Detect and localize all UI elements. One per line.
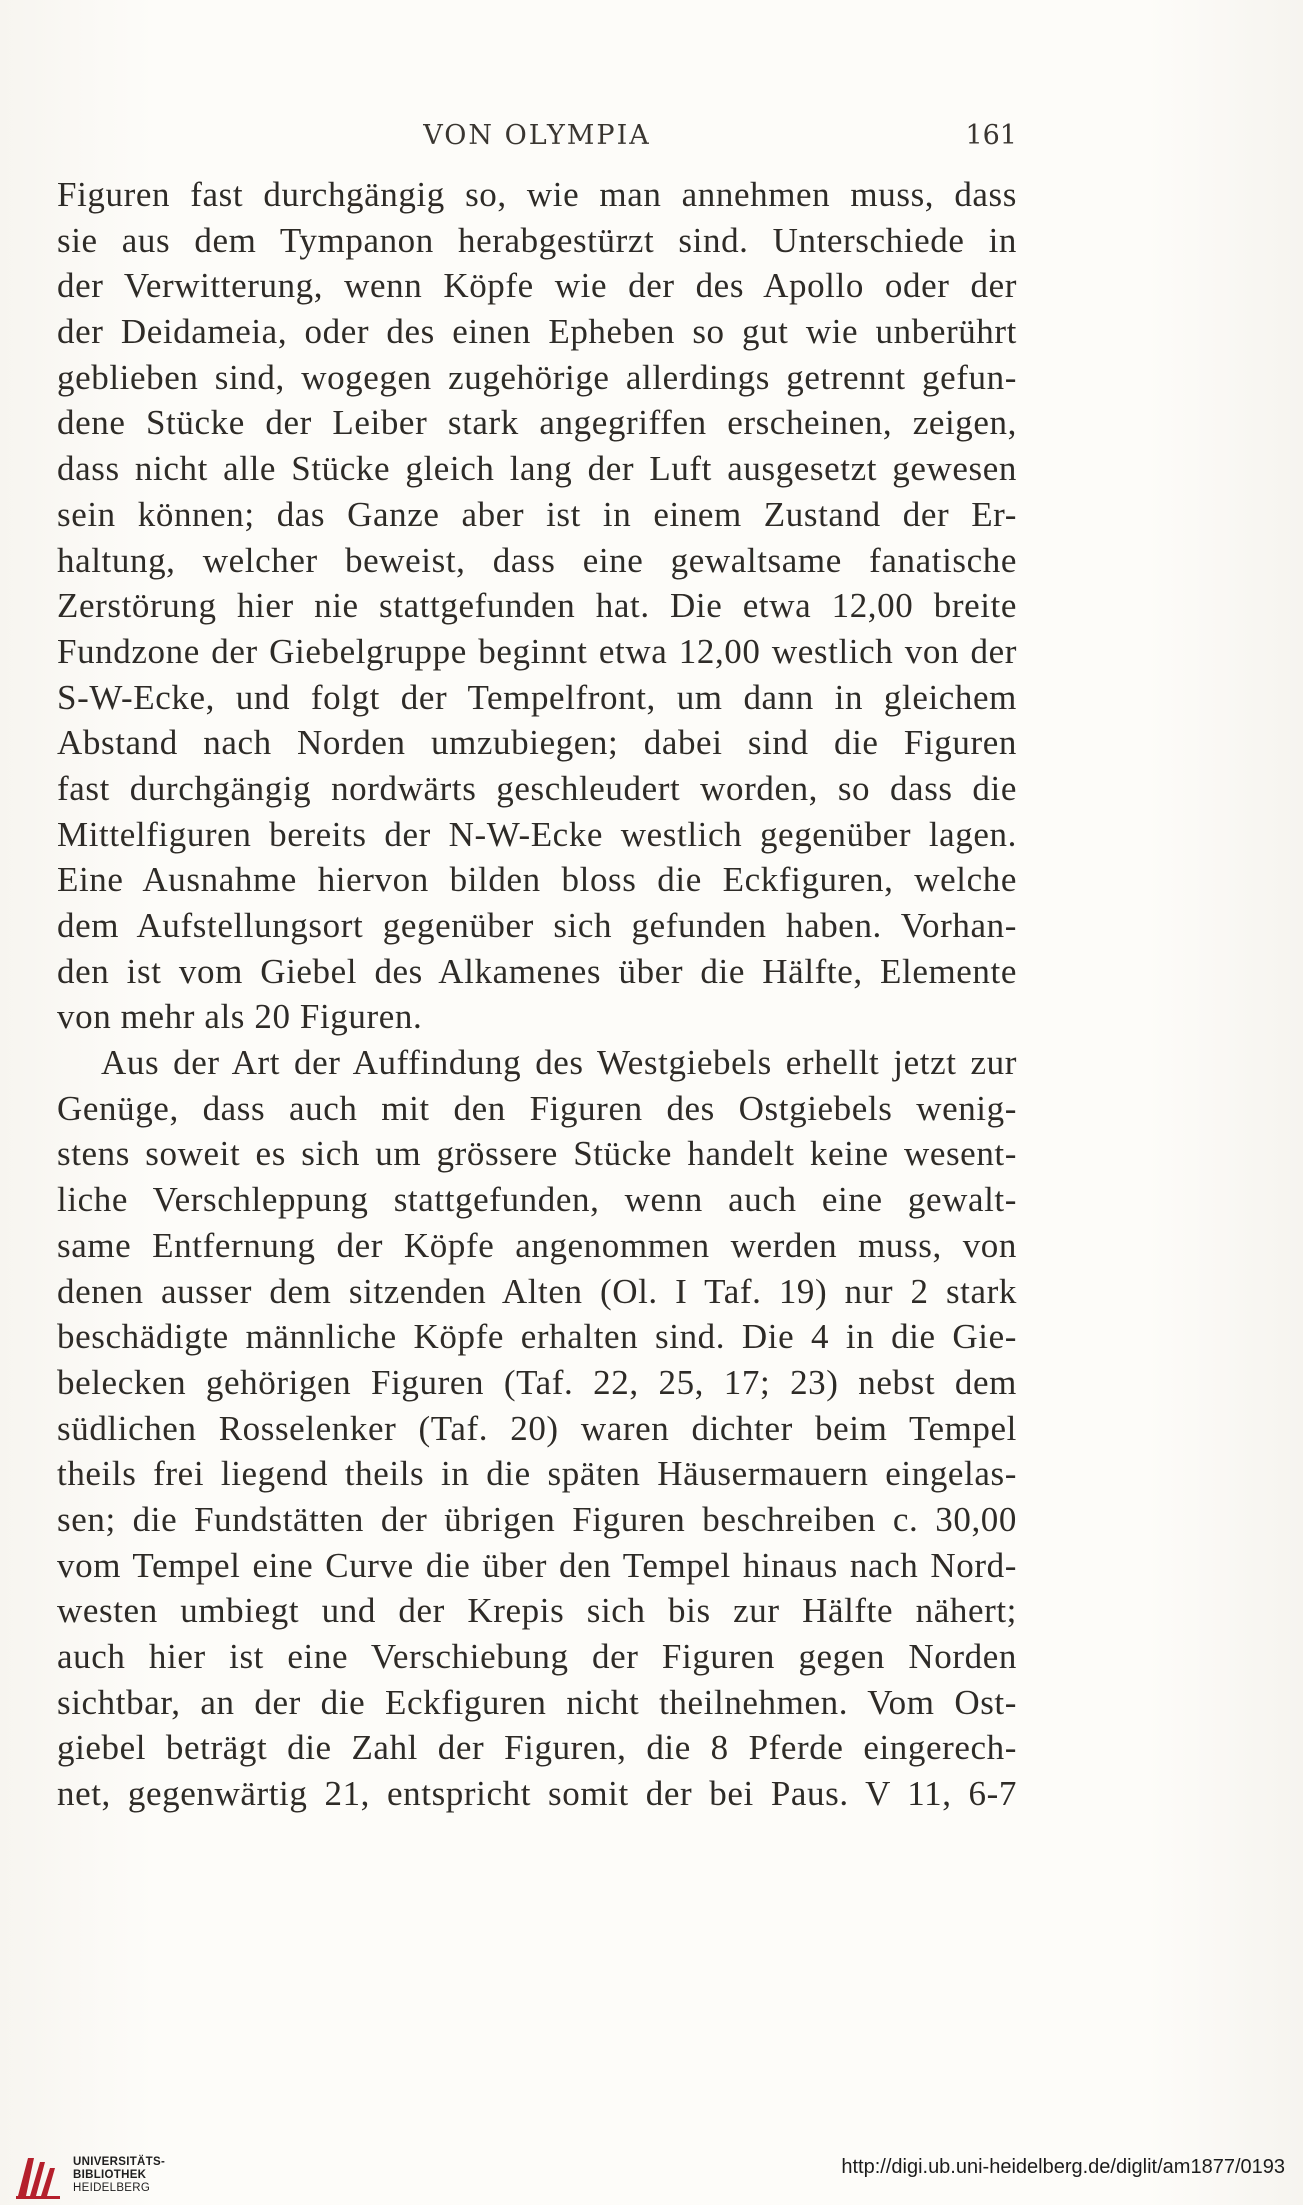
text-line: vom Tempel eine Curve die über den Tempel hinaus nach Nord- bbox=[57, 1545, 1017, 1585]
text-line: giebel beträgt die Zahl der Figuren, die 8 Pferde eingerech- bbox=[57, 1728, 1017, 1768]
library-name-line: HEIDELBERG bbox=[73, 2182, 151, 2194]
running-title: VON OLYMPIA bbox=[423, 120, 651, 151]
text-line: sein können; das Ganze aber ist in einem Zustand der Er- bbox=[57, 494, 1017, 534]
text-line: sichtbar, an der die Eckfiguren nicht theilnehmen. Vom Ost- bbox=[57, 1682, 1017, 1722]
text-line: auch hier ist eine Verschiebung der Figuren gegen Norden bbox=[57, 1637, 1017, 1676]
source-url-link[interactable]: http://digi.ub.uni-heidelberg.de/diglit/am1877/0193 bbox=[841, 2156, 1285, 2178]
page-footer bbox=[0, 2140, 1303, 2205]
text-line: haltung, welcher beweist, dass eine gewaltsame fanatische bbox=[57, 540, 1017, 580]
text-line: S-W-Ecke, und folgt der Tempelfront, um dann in gleichem bbox=[57, 677, 1017, 717]
text-line: net, gegenwärtig 21, entspricht somit der bei Paus. V 11, 6-7 bbox=[57, 1774, 1017, 1814]
library-name-line: BIBLIOTHEK bbox=[73, 2169, 147, 2181]
text-line: Eine Ausnahme hiervon bilden bloss die Eckfiguren, welche bbox=[57, 860, 1017, 900]
library-name bbox=[73, 2156, 165, 2195]
paragraph-end-line: von mehr als 20 Figuren. bbox=[57, 997, 423, 1037]
text-line: sie aus dem Tympanon herabgestürzt sind. Unterschiede in bbox=[57, 220, 1017, 260]
text-line: südlichen Rosselenker (Taf. 20) waren dichter beim Tempel bbox=[57, 1408, 1017, 1448]
text-line: Figuren fast durchgängig so, wie man annehmen muss, dass bbox=[57, 175, 1017, 214]
text-line: Fundzone der Giebelgruppe beginnt etwa 12,00 westlich von der bbox=[57, 631, 1017, 671]
paragraph-start-line: Aus der Art der Auffindung des Westgiebels erhellt jetzt zur bbox=[101, 1043, 1017, 1083]
text-line: theils frei liegend theils in die späten Häusermauern eingelas- bbox=[57, 1454, 1017, 1494]
text-line: Genüge, dass auch mit den Figuren des Ostgiebels wenig- bbox=[57, 1088, 1017, 1128]
text-line: belecken gehörigen Figuren (Taf. 22, 25, 17; 23) nebst dem bbox=[57, 1362, 1017, 1402]
text-line: geblieben sind, wogegen zugehörige allerdings getrennt gefun- bbox=[57, 357, 1017, 397]
body-text bbox=[57, 172, 1017, 1817]
text-line: Abstand nach Norden umzubiegen; dabei sind die Figuren bbox=[57, 723, 1017, 763]
text-line: fast durchgängig nordwärts geschleudert worden, so dass die bbox=[57, 768, 1017, 808]
text-line: der Verwitterung, wenn Köpfe wie der des Apollo oder der bbox=[57, 266, 1017, 306]
library-name-line: UNIVERSITÄTS- bbox=[73, 2156, 166, 2168]
text-line: stens soweit es sich um grössere Stücke handelt keine wesent- bbox=[57, 1134, 1017, 1174]
text-line: dene Stücke der Leiber stark angegriffen erscheinen, zeigen, bbox=[57, 403, 1017, 443]
heidelberg-library-logo-icon[interactable] bbox=[14, 2152, 62, 2200]
text-line: Mittelfiguren bereits der N-W-Ecke westlich gegenüber lagen. bbox=[57, 814, 1017, 854]
text-line: sen; die Fundstätten der übrigen Figuren beschreiben c. 30,00 bbox=[57, 1499, 1017, 1539]
text-line: denen ausser dem sitzenden Alten (Ol. I Taf. 19) nur 2 stark bbox=[57, 1271, 1017, 1311]
running-head bbox=[57, 116, 1017, 156]
text-line: liche Verschleppung stattgefunden, wenn auch eine gewalt- bbox=[57, 1180, 1017, 1220]
text-line: Zerstörung hier nie stattgefunden hat. Die etwa 12,00 breite bbox=[57, 586, 1017, 626]
text-line: beschädigte männliche Köpfe erhalten sind. Die 4 in die Gie- bbox=[57, 1317, 1017, 1357]
page-number: 161 bbox=[965, 120, 1017, 151]
text-line: dass nicht alle Stücke gleich lang der Luft ausgesetzt gewesen bbox=[57, 449, 1017, 489]
text-line: same Entfernung der Köpfe angenommen werden muss, von bbox=[57, 1225, 1017, 1265]
text-line: westen umbiegt und der Krepis sich bis zur Hälfte nähert; bbox=[57, 1591, 1017, 1631]
text-line: dem Aufstellungsort gegenüber sich gefunden haben. Vorhan- bbox=[57, 906, 1017, 945]
text-line: der Deidameia, oder des einen Epheben so gut wie unberührt bbox=[57, 312, 1017, 352]
text-line: den ist vom Giebel des Alkamenes über die Hälfte, Elemente bbox=[57, 951, 1017, 991]
